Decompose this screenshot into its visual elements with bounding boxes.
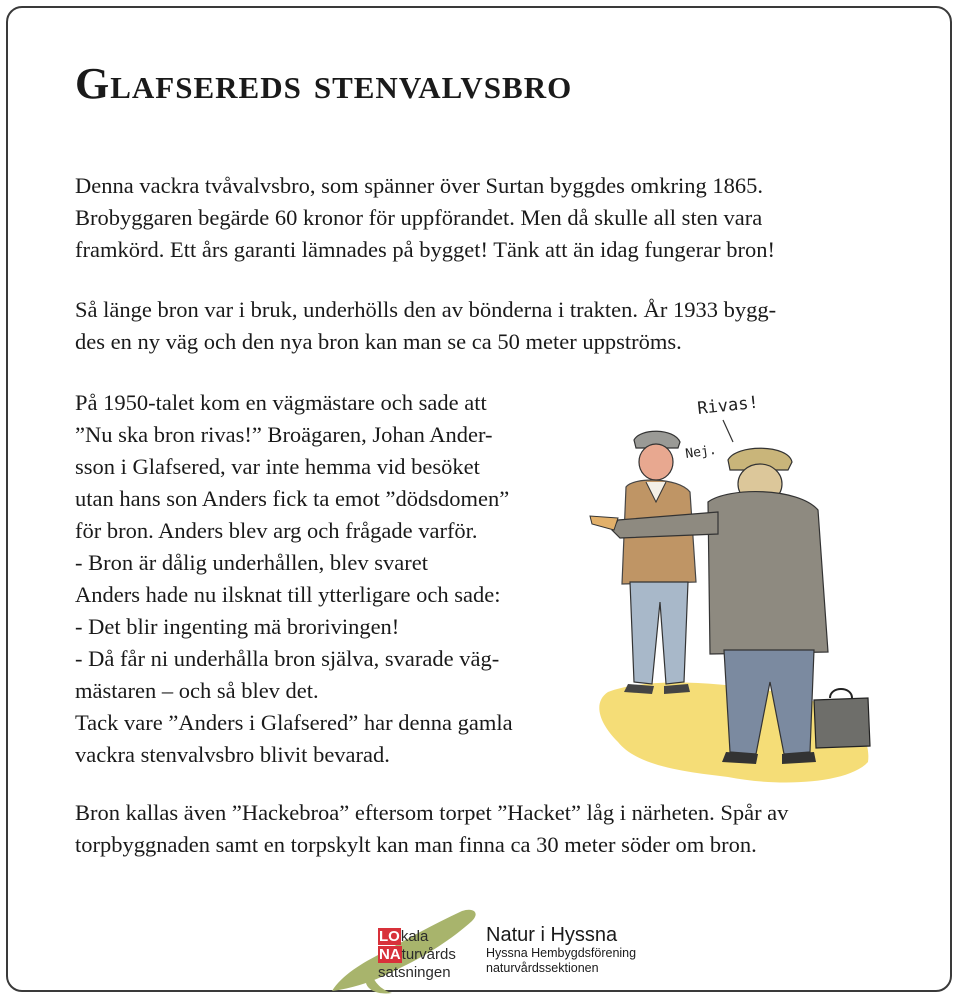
text-line: vackra stenvalvsbro blivit bevarad.: [75, 742, 390, 767]
paragraph-history: [75, 170, 775, 266]
text-line: utan hans son Anders fick ta emot ”dödsdomen”: [75, 486, 510, 511]
text-line: Brobyggaren begärde 60 kronor för uppförandet. Men då skulle all sten vara: [75, 205, 763, 230]
page-title: Glafsereds stenvalvsbro: [75, 59, 573, 108]
text-line: ”Nu ska bron rivas!” Broägaren, Johan Ander-: [75, 422, 493, 447]
logo-lo: LO: [379, 928, 400, 945]
text-line: Så länge bron var i bruk, underhölls den av bönderna i trakten. År 1933 bygg-: [75, 297, 777, 322]
text-line: mästaren – och så blev det.: [75, 678, 319, 703]
org-section: naturvårdssektionen: [486, 961, 599, 975]
paragraph-story: [75, 387, 513, 771]
logo-na: NA: [379, 946, 401, 963]
text-line: - Det blir ingenting mä brorivingen!: [75, 614, 400, 639]
text-line: Bron kallas även ”Hackebroa” eftersom torpet ”Hacket” låg i närheten. Spår av: [75, 800, 789, 825]
speech-nej: Nej.: [684, 442, 718, 462]
paragraph-hackebroa: [75, 797, 788, 861]
paragraph-maintenance: [75, 294, 776, 358]
lokala-naturvards-logo: [378, 928, 456, 982]
text-line: Denna vackra tvåvalvsbro, som spänner över Surtan byggdes omkring 1865.: [75, 173, 763, 198]
org-name: Natur i Hyssna: [486, 924, 618, 946]
text-line: framkörd. Ett års garanti lämnades på bygget! Tänk att än idag fungerar bron!: [75, 237, 775, 262]
text-line: - Bron är dålig underhållen, blev svaret: [75, 550, 429, 575]
text-line: torpbyggnaden samt en torpskylt kan man finna ca 30 meter söder om bron.: [75, 832, 757, 857]
text-line: På 1950-talet kom en vägmästare och sade att: [75, 390, 487, 415]
logo-turvards: turvårds: [401, 946, 456, 963]
text-line: des en ny väg och den nya bron kan man se ca 50 meter uppströms.: [75, 329, 682, 354]
logo-satsningen: satsningen: [378, 964, 451, 981]
speech-rivas: Rivas!: [696, 392, 760, 419]
logo-kala: kala: [400, 928, 429, 945]
text-line: Anders hade nu ilsknat till ytterligare och sade:: [75, 582, 501, 607]
illustration-two-men: [578, 392, 878, 792]
text-line: för bron. Anders blev arg och frågade varför.: [75, 518, 478, 543]
organization-block: [486, 924, 636, 976]
text-line: sson i Glafsered, var inte hemma vid besöket: [75, 454, 480, 479]
org-subtitle: Hyssna Hembygdsförening: [486, 946, 637, 960]
text-line: Tack vare ”Anders i Glafsered” har denna gamla: [75, 710, 513, 735]
text-line: - Då får ni underhålla bron själva, svarade väg-: [75, 646, 500, 671]
